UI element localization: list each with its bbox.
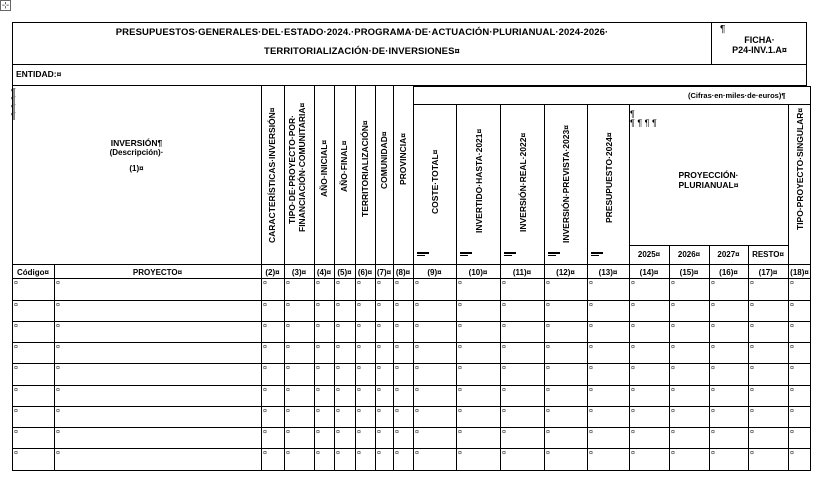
header-tipo-proyecto-line-2: FINANCIACIÓN·COMUNITARIA¤ bbox=[297, 102, 307, 232]
empty-cell-mark[interactable]: ¤ bbox=[671, 365, 675, 372]
empty-cell-mark[interactable]: ¤ bbox=[56, 365, 60, 372]
empty-cell-mark[interactable]: ¤ bbox=[458, 387, 462, 394]
empty-cell-mark[interactable]: ¤ bbox=[790, 365, 794, 372]
col-num-2: (2)¤ bbox=[265, 268, 280, 277]
empty-cell-mark[interactable]: ¤ bbox=[415, 280, 419, 287]
empty-cell-mark[interactable]: ¤ bbox=[546, 344, 550, 351]
empty-cell-mark[interactable]: ¤ bbox=[377, 302, 381, 309]
year-2025: 2025¤ bbox=[637, 250, 661, 259]
proyeccion-line-1: PROYECCIÓN· bbox=[678, 170, 739, 180]
empty-cell-mark[interactable]: ¤ bbox=[750, 450, 754, 457]
empty-cell-mark[interactable]: ¤ bbox=[316, 323, 320, 330]
year-2026: 2026¤ bbox=[677, 250, 701, 259]
proyeccion-line-2: PLURIANUAL¤ bbox=[678, 180, 739, 190]
empty-cell-mark[interactable]: ¤ bbox=[316, 387, 320, 394]
empty-cell-mark[interactable]: ¤ bbox=[286, 323, 290, 330]
empty-cell-mark[interactable]: ¤ bbox=[56, 408, 60, 415]
empty-cell-mark[interactable]: ¤ bbox=[750, 323, 754, 330]
empty-cell-mark[interactable]: ¤ bbox=[631, 302, 635, 309]
header-coste-total: COSTE·TOTAL¤ bbox=[430, 149, 440, 214]
empty-cell-mark[interactable]: ¤ bbox=[395, 344, 399, 351]
empty-cell-mark[interactable]: ¤ bbox=[316, 408, 320, 415]
col-num-18: (18)¤ bbox=[790, 268, 809, 277]
empty-cell-mark[interactable]: ¤ bbox=[546, 429, 550, 436]
empty-cell-mark[interactable]: ¤ bbox=[671, 429, 675, 436]
entidad-label: ENTIDAD:¤ bbox=[12, 65, 807, 86]
empty-cell-mark[interactable]: ¤ bbox=[546, 302, 550, 309]
col-num-3: (3)¤ bbox=[291, 268, 307, 277]
empty-cell-mark[interactable]: ¤ bbox=[336, 365, 340, 372]
empty-cell-mark[interactable]: ¤ bbox=[589, 280, 593, 287]
empty-cell-mark[interactable]: ¤ bbox=[336, 429, 340, 436]
empty-cell-mark[interactable]: ¤ bbox=[631, 280, 635, 287]
header-presupuesto-2024: PRESUPUESTO·2024¤ bbox=[604, 132, 614, 223]
inversion-header bbox=[12, 138, 261, 174]
empty-cell-mark[interactable]: ¤ bbox=[357, 302, 361, 309]
empty-cell-mark[interactable]: ¤ bbox=[711, 408, 715, 415]
col-num-12: (12)¤ bbox=[556, 268, 575, 277]
empty-cell-mark[interactable]: ¤ bbox=[395, 323, 399, 330]
table-icon bbox=[591, 252, 603, 260]
empty-cell-mark[interactable]: ¤ bbox=[790, 450, 794, 457]
empty-cell-mark[interactable]: ¤ bbox=[286, 387, 290, 394]
header-territorializacion: TERRITORIALIZACIÓN¤ bbox=[360, 120, 370, 217]
empty-cell-mark[interactable]: ¤ bbox=[750, 408, 754, 415]
empty-cell-mark[interactable]: ¤ bbox=[377, 344, 381, 351]
empty-cell-mark[interactable]: ¤ bbox=[415, 302, 419, 309]
empty-cell-mark[interactable]: ¤ bbox=[589, 387, 593, 394]
empty-cell-mark[interactable]: ¤ bbox=[502, 408, 506, 415]
inversion-subtitle: (Descripción)· bbox=[109, 148, 164, 157]
proyeccion-header bbox=[629, 170, 788, 190]
empty-cell-mark[interactable]: ¤ bbox=[546, 387, 550, 394]
empty-cell-mark[interactable]: ¤ bbox=[631, 365, 635, 372]
header-caracteristicas: CARACTERÍSTICAS·INVERSIÓN¤ bbox=[267, 107, 277, 243]
empty-cell-mark[interactable]: ¤ bbox=[750, 429, 754, 436]
empty-cell-mark[interactable]: ¤ bbox=[415, 450, 419, 457]
col-num-9: (9)¤ bbox=[427, 268, 442, 277]
empty-cell-mark[interactable]: ¤ bbox=[316, 429, 320, 436]
empty-cell-mark[interactable]: ¤ bbox=[589, 408, 593, 415]
empty-cell-mark[interactable]: ¤ bbox=[711, 323, 715, 330]
empty-cell-mark[interactable]: ¤ bbox=[316, 450, 320, 457]
inversion-title: INVERSIÓN¶ bbox=[110, 138, 163, 148]
empty-cell-mark[interactable]: ¤ bbox=[377, 429, 381, 436]
empty-cell-mark[interactable]: ¤ bbox=[458, 450, 462, 457]
empty-cell-mark[interactable]: ¤ bbox=[56, 429, 60, 436]
empty-cell-mark[interactable]: ¤ bbox=[711, 365, 715, 372]
ficha-code: P24-INV.1.A¤ bbox=[732, 45, 787, 55]
empty-cell-mark[interactable]: ¤ bbox=[263, 302, 267, 309]
empty-cell-mark[interactable]: ¤ bbox=[336, 302, 340, 309]
empty-cell-mark[interactable]: ¤ bbox=[316, 344, 320, 351]
empty-cell-mark[interactable]: ¤ bbox=[790, 408, 794, 415]
empty-cell-mark[interactable]: ¤ bbox=[415, 365, 419, 372]
empty-cell-mark[interactable]: ¤ bbox=[316, 365, 320, 372]
empty-cell-mark[interactable]: ¤ bbox=[711, 344, 715, 351]
empty-cell-mark[interactable]: ¤ bbox=[671, 387, 675, 394]
empty-cell-mark[interactable]: ¤ bbox=[458, 323, 462, 330]
empty-cell-mark[interactable]: ¤ bbox=[336, 344, 340, 351]
empty-cell-mark[interactable]: ¤ bbox=[395, 429, 399, 436]
empty-cell-mark[interactable]: ¤ bbox=[316, 280, 320, 287]
header-anio-final: AÑO·FINAL¤ bbox=[339, 140, 349, 192]
empty-cell-mark[interactable]: ¤ bbox=[546, 408, 550, 415]
empty-cell-mark[interactable]: ¤ bbox=[415, 344, 419, 351]
empty-cell-mark[interactable]: ¤ bbox=[671, 344, 675, 351]
col-num-7: (7)¤ bbox=[376, 268, 392, 277]
empty-cell-mark[interactable]: ¤ bbox=[286, 365, 290, 372]
page-title bbox=[13, 23, 711, 64]
inversion-number: (1)¤ bbox=[129, 164, 144, 173]
empty-cell-mark[interactable]: ¤ bbox=[589, 302, 593, 309]
empty-cell-mark[interactable]: ¤ bbox=[631, 344, 635, 351]
empty-cell-mark[interactable]: ¤ bbox=[502, 450, 506, 457]
empty-cell-mark[interactable]: ¤ bbox=[336, 450, 340, 457]
empty-cell-mark[interactable]: ¤ bbox=[263, 450, 267, 457]
col-num-17: (17)¤ bbox=[758, 268, 778, 277]
empty-cell-mark[interactable]: ¤ bbox=[14, 365, 18, 372]
empty-cell-mark[interactable]: ¤ bbox=[750, 365, 754, 372]
empty-cell-mark[interactable]: ¤ bbox=[589, 323, 593, 330]
empty-cell-mark[interactable]: ¤ bbox=[589, 344, 593, 351]
empty-cell-mark[interactable]: ¤ bbox=[458, 365, 462, 372]
empty-cell-mark[interactable]: ¤ bbox=[790, 302, 794, 309]
empty-cell-mark[interactable]: ¤ bbox=[336, 280, 340, 287]
col-num-4: (4)¤ bbox=[316, 268, 332, 277]
empty-cell-mark[interactable]: ¤ bbox=[415, 323, 419, 330]
empty-cell-mark[interactable]: ¤ bbox=[631, 323, 635, 330]
empty-cell-mark[interactable]: ¤ bbox=[56, 280, 60, 287]
empty-cell-mark[interactable]: ¤ bbox=[711, 387, 715, 394]
header-inversion-prevista-2023: INVERSIÓN·PREVISTA·2023¤ bbox=[561, 125, 571, 243]
ficha-box bbox=[711, 23, 807, 64]
empty-cell-mark[interactable]: ¤ bbox=[631, 408, 635, 415]
empty-cell-mark[interactable]: ¤ bbox=[546, 365, 550, 372]
empty-cell-mark[interactable]: ¤ bbox=[790, 429, 794, 436]
empty-cell-mark[interactable]: ¤ bbox=[671, 302, 675, 309]
empty-cell-mark[interactable]: ¤ bbox=[502, 302, 506, 309]
empty-cell-mark[interactable]: ¤ bbox=[458, 302, 462, 309]
empty-cell-mark[interactable]: ¤ bbox=[263, 280, 267, 287]
empty-cell-mark[interactable]: ¤ bbox=[502, 429, 506, 436]
empty-cell-mark[interactable]: ¤ bbox=[56, 344, 60, 351]
empty-cell-mark[interactable]: ¤ bbox=[415, 429, 419, 436]
empty-cell-mark[interactable]: ¤ bbox=[671, 408, 675, 415]
empty-cell-mark[interactable]: ¤ bbox=[286, 344, 290, 351]
empty-cell-mark[interactable]: ¤ bbox=[502, 323, 506, 330]
empty-cell-mark[interactable]: ¤ bbox=[263, 408, 267, 415]
table-icon bbox=[417, 252, 429, 260]
empty-cell-mark[interactable]: ¤ bbox=[631, 429, 635, 436]
empty-cell-mark[interactable]: ¤ bbox=[711, 280, 715, 287]
empty-cell-mark[interactable]: ¤ bbox=[458, 280, 462, 287]
empty-cell-mark[interactable]: ¤ bbox=[56, 387, 60, 394]
empty-cell-mark[interactable]: ¤ bbox=[286, 302, 290, 309]
empty-cell-mark[interactable]: ¤ bbox=[263, 429, 267, 436]
empty-cell-mark[interactable]: ¤ bbox=[458, 344, 462, 351]
empty-cell-mark[interactable]: ¤ bbox=[286, 280, 290, 287]
table-move-handle-icon[interactable]: ⊹ bbox=[1, 0, 10, 10]
empty-cell-mark[interactable]: ¤ bbox=[711, 429, 715, 436]
empty-cell-mark[interactable]: ¤ bbox=[631, 450, 635, 457]
empty-cell-mark[interactable]: ¤ bbox=[336, 387, 340, 394]
paragraph-marks: ¶ ¶ ¶ ¶ bbox=[11, 87, 16, 121]
empty-cell-mark[interactable]: ¤ bbox=[56, 450, 60, 457]
empty-cell-mark[interactable]: ¤ bbox=[263, 344, 267, 351]
investment-table bbox=[12, 86, 811, 471]
empty-cell-mark[interactable]: ¤ bbox=[357, 365, 361, 372]
empty-cell-mark[interactable]: ¤ bbox=[395, 450, 399, 457]
empty-cell-mark[interactable]: ¤ bbox=[357, 387, 361, 394]
empty-cell-mark[interactable]: ¤ bbox=[14, 280, 18, 287]
empty-cell-mark[interactable]: ¤ bbox=[546, 280, 550, 287]
empty-cell-mark[interactable]: ¤ bbox=[589, 365, 593, 372]
empty-cell-mark[interactable]: ¤ bbox=[790, 344, 794, 351]
empty-cell-mark[interactable]: ¤ bbox=[790, 280, 794, 287]
empty-cell-mark[interactable]: ¤ bbox=[395, 302, 399, 309]
empty-cell-mark[interactable]: ¤ bbox=[14, 344, 18, 351]
empty-cell-mark[interactable]: ¤ bbox=[357, 344, 361, 351]
empty-cell-mark[interactable]: ¤ bbox=[790, 323, 794, 330]
table-icon bbox=[504, 252, 516, 260]
empty-cell-mark[interactable]: ¤ bbox=[750, 302, 754, 309]
header-invertido-2021: INVERTIDO·HASTA·2021¤ bbox=[474, 128, 484, 233]
empty-cell-mark[interactable]: ¤ bbox=[395, 365, 399, 372]
empty-cell-mark[interactable]: ¤ bbox=[458, 408, 462, 415]
empty-cell-mark[interactable]: ¤ bbox=[336, 323, 340, 330]
empty-cell-mark[interactable]: ¤ bbox=[357, 429, 361, 436]
header-tipo-proyecto-line-1: TIPO·DE·PROYECTO·POR· bbox=[287, 115, 297, 224]
table-icon bbox=[460, 252, 472, 260]
empty-cell-mark[interactable]: ¤ bbox=[502, 387, 506, 394]
empty-cell-mark[interactable]: ¤ bbox=[589, 429, 593, 436]
empty-cell-mark[interactable]: ¤ bbox=[790, 387, 794, 394]
empty-cell-mark[interactable]: ¤ bbox=[263, 323, 267, 330]
empty-cell-mark[interactable]: ¤ bbox=[750, 387, 754, 394]
empty-cell-mark[interactable]: ¤ bbox=[631, 387, 635, 394]
empty-cell-mark[interactable]: ¤ bbox=[377, 450, 381, 457]
title-box bbox=[12, 22, 807, 65]
empty-cell-mark[interactable]: ¤ bbox=[263, 365, 267, 372]
header-tipo-proyecto-singular: TIPO·PROYECTO·SINGULAR¤ bbox=[795, 107, 805, 230]
empty-cell-mark[interactable]: ¤ bbox=[395, 280, 399, 287]
header-tipo-proyecto bbox=[287, 102, 307, 232]
empty-cell-mark[interactable]: ¤ bbox=[377, 387, 381, 394]
empty-cell-mark[interactable]: ¤ bbox=[711, 302, 715, 309]
empty-cell-mark[interactable]: ¤ bbox=[750, 344, 754, 351]
empty-cell-mark[interactable]: ¤ bbox=[671, 280, 675, 287]
empty-cell-mark[interactable]: ¤ bbox=[458, 429, 462, 436]
empty-cell-mark[interactable]: ¤ bbox=[415, 408, 419, 415]
title-line-2: TERRITORIALIZACIÓN·DE·INVERSIONES¤ bbox=[264, 46, 460, 57]
empty-cell-mark[interactable]: ¤ bbox=[286, 450, 290, 457]
col-num-13: (13)¤ bbox=[598, 268, 618, 277]
empty-cell-mark[interactable]: ¤ bbox=[671, 323, 675, 330]
header-provincia: PROVINCIA¤ bbox=[398, 133, 408, 185]
empty-cell-mark[interactable]: ¤ bbox=[14, 450, 18, 457]
year-2027: 2027¤ bbox=[717, 250, 740, 259]
paragraph-mark-icon: ¶ bbox=[720, 24, 726, 35]
title-line-1: PRESUPUESTOS·GENERALES·DEL·ESTADO·2024.·PROGRAMA·DE·ACTUACIÓN·PLURIANUAL·2024-2026· bbox=[115, 27, 609, 38]
empty-cell-mark[interactable]: ¤ bbox=[357, 280, 361, 287]
empty-cell-mark[interactable]: ¤ bbox=[377, 408, 381, 415]
empty-cell-mark[interactable]: ¤ bbox=[14, 429, 18, 436]
empty-cell-mark[interactable]: ¤ bbox=[56, 323, 60, 330]
empty-cell-mark[interactable]: ¤ bbox=[395, 387, 399, 394]
empty-cell-mark[interactable]: ¤ bbox=[502, 280, 506, 287]
empty-cell-mark[interactable]: ¤ bbox=[546, 450, 550, 457]
table-icon bbox=[548, 252, 560, 260]
header-anio-inicial: AÑO·INICIAL¤ bbox=[319, 139, 329, 197]
empty-cell-mark[interactable]: ¤ bbox=[56, 302, 60, 309]
empty-cell-mark[interactable]: ¤ bbox=[750, 280, 754, 287]
col-codigo: Código¤ bbox=[17, 268, 49, 277]
col-num-6: (6)¤ bbox=[357, 268, 373, 277]
empty-cell-mark[interactable]: ¤ bbox=[671, 450, 675, 457]
empty-cell-mark[interactable]: ¤ bbox=[14, 302, 18, 309]
proyeccion-paragraph-marks: ¶ ¶ ¶ ¶ ¶ bbox=[630, 109, 657, 128]
col-num-8: (8)¤ bbox=[395, 268, 411, 277]
empty-cell-mark[interactable]: ¤ bbox=[357, 323, 361, 330]
cifras-note: (Cifras·en·miles·de·euros)¶ bbox=[688, 91, 786, 100]
empty-cell-mark[interactable]: ¤ bbox=[336, 408, 340, 415]
empty-cell-mark[interactable]: ¤ bbox=[502, 344, 506, 351]
ficha-label: FICHA· bbox=[744, 35, 775, 45]
empty-cell-mark[interactable]: ¤ bbox=[14, 408, 18, 415]
header-inversion-real-2022: INVERSIÓN·REAL·2022¤ bbox=[518, 132, 528, 232]
col-num-5: (5)¤ bbox=[337, 268, 352, 277]
empty-cell-mark[interactable]: ¤ bbox=[502, 365, 506, 372]
empty-cell-mark[interactable]: ¤ bbox=[14, 323, 18, 330]
col-num-10: (10)¤ bbox=[468, 268, 488, 277]
empty-cell-mark[interactable]: ¤ bbox=[711, 450, 715, 457]
empty-cell-mark[interactable]: ¤ bbox=[589, 450, 593, 457]
col-num-16: (16)¤ bbox=[719, 268, 738, 277]
empty-cell-mark[interactable]: ¤ bbox=[357, 408, 361, 415]
empty-cell-mark[interactable]: ¤ bbox=[546, 323, 550, 330]
header-comunidad: COMUNIDAD¤ bbox=[379, 131, 389, 189]
empty-cell-mark[interactable]: ¤ bbox=[316, 302, 320, 309]
empty-cell-mark[interactable]: ¤ bbox=[286, 408, 290, 415]
year-resto: RESTO¤ bbox=[752, 250, 784, 259]
empty-cell-mark[interactable]: ¤ bbox=[377, 365, 381, 372]
empty-cell-mark[interactable]: ¤ bbox=[377, 280, 381, 287]
col-num-15: (15)¤ bbox=[679, 268, 699, 277]
empty-cell-mark[interactable]: ¤ bbox=[415, 387, 419, 394]
empty-cell-mark[interactable]: ¤ bbox=[395, 408, 399, 415]
col-num-14: (14)¤ bbox=[639, 268, 659, 277]
empty-cell-mark[interactable]: ¤ bbox=[377, 323, 381, 330]
col-num-11: (11)¤ bbox=[512, 268, 532, 277]
empty-cell-mark[interactable]: ¤ bbox=[286, 429, 290, 436]
empty-cell-mark[interactable]: ¤ bbox=[263, 387, 267, 394]
empty-cell-mark[interactable]: ¤ bbox=[357, 450, 361, 457]
col-proyecto: PROYECTO¤ bbox=[132, 268, 183, 277]
empty-cell-mark[interactable]: ¤ bbox=[14, 387, 18, 394]
